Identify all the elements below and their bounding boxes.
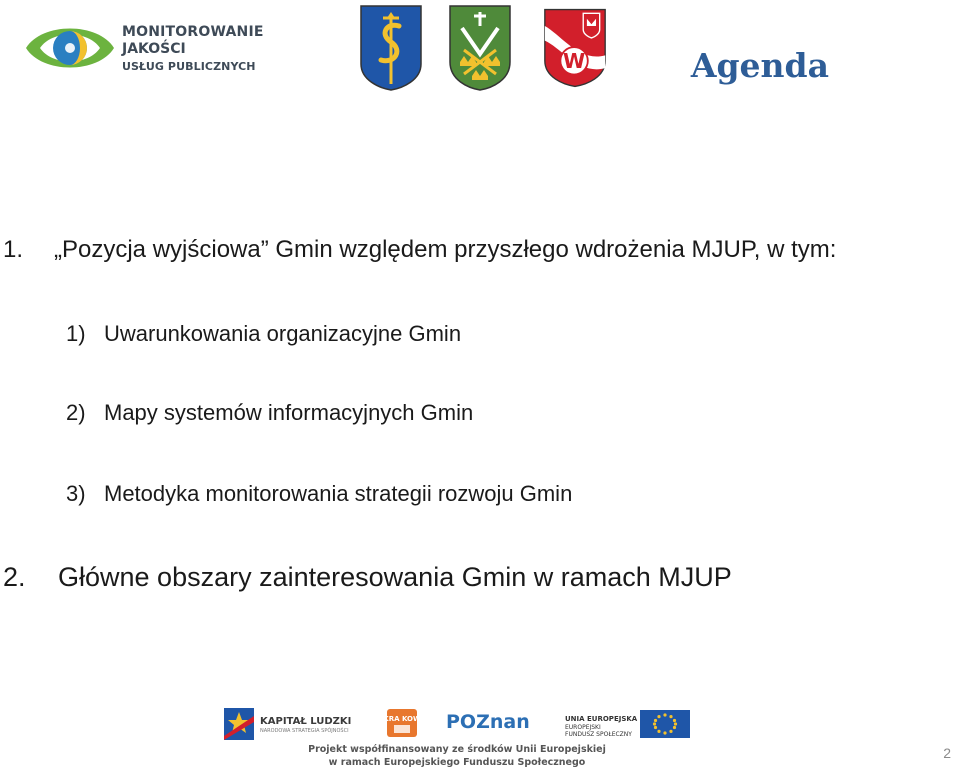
agenda-item-text: „Pozycja wyjściowa” Gmin względem przyszłego wdrożenia MJUP, w tym: [54, 236, 837, 263]
kapital-ludzki-subtitle: NARODOWA STRATEGIA SPÓJNOŚCI [260, 728, 349, 734]
agenda-item-number: 1. [3, 236, 24, 263]
agenda-subitem-1 [66, 321, 461, 347]
agenda-item-1 [3, 236, 836, 264]
project-cofinance-line-2: w ramach Europejskiego Funduszu Społecznego [328, 757, 586, 768]
eu-flag-icon [640, 710, 690, 738]
footer-logos [222, 702, 692, 772]
crest-green-shield-icon [448, 4, 512, 92]
subitem-number: 2) [66, 400, 86, 425]
eye-logo-icon [22, 14, 118, 86]
page-title: Agenda [690, 46, 829, 85]
kapital-ludzki-label: KAPITAŁ LUDZKI [260, 716, 352, 727]
subitem-text: Metodyka monitorowania strategii rozwoju Gmin [104, 481, 573, 506]
subitem-number: 1) [66, 321, 86, 346]
logo-line-3: USŁUG PUBLICZNYCH [122, 60, 256, 73]
page-number: 2 [943, 745, 951, 761]
krakow-badge-text: KRA KOW [383, 715, 421, 723]
crest-starachowice-icon [359, 4, 423, 92]
agenda-subitem-2 [66, 400, 473, 426]
agenda-item-2 [3, 562, 732, 593]
mjup-logo [22, 14, 282, 86]
subitem-text: Mapy systemów informacyjnych Gmin [104, 400, 474, 425]
krakow-badge-icon [383, 708, 421, 738]
ue-subtitle-1: EUROPEJSKI [565, 724, 601, 731]
crest-letter: W [562, 49, 586, 74]
subitem-number: 3) [66, 481, 86, 506]
logo-line-2: JAKOŚCI [122, 41, 186, 57]
logo-text [122, 24, 264, 75]
logo-line-1: MONITOROWANIE [122, 24, 264, 40]
crest-red-white-w-icon [543, 4, 607, 92]
poznan-logo: POZnan [446, 711, 530, 733]
ue-label: UNIA EUROPEJSKA [565, 715, 638, 723]
project-cofinance-line-1: Projekt współfinansowany ze środków Unii Europejskiej [308, 744, 606, 755]
ue-subtitle-2: FUNDUSZ SPOŁECZNY [565, 731, 632, 738]
agenda-subitem-3 [66, 481, 572, 507]
agenda-item-number: 2. [3, 562, 26, 592]
kapital-ludzki-star-icon [222, 706, 256, 742]
agenda-item-text: Główne obszary zainteresowania Gmin w ramach MJUP [58, 562, 732, 592]
subitem-text: Uwarunkowania organizacyjne Gmin [104, 321, 462, 346]
